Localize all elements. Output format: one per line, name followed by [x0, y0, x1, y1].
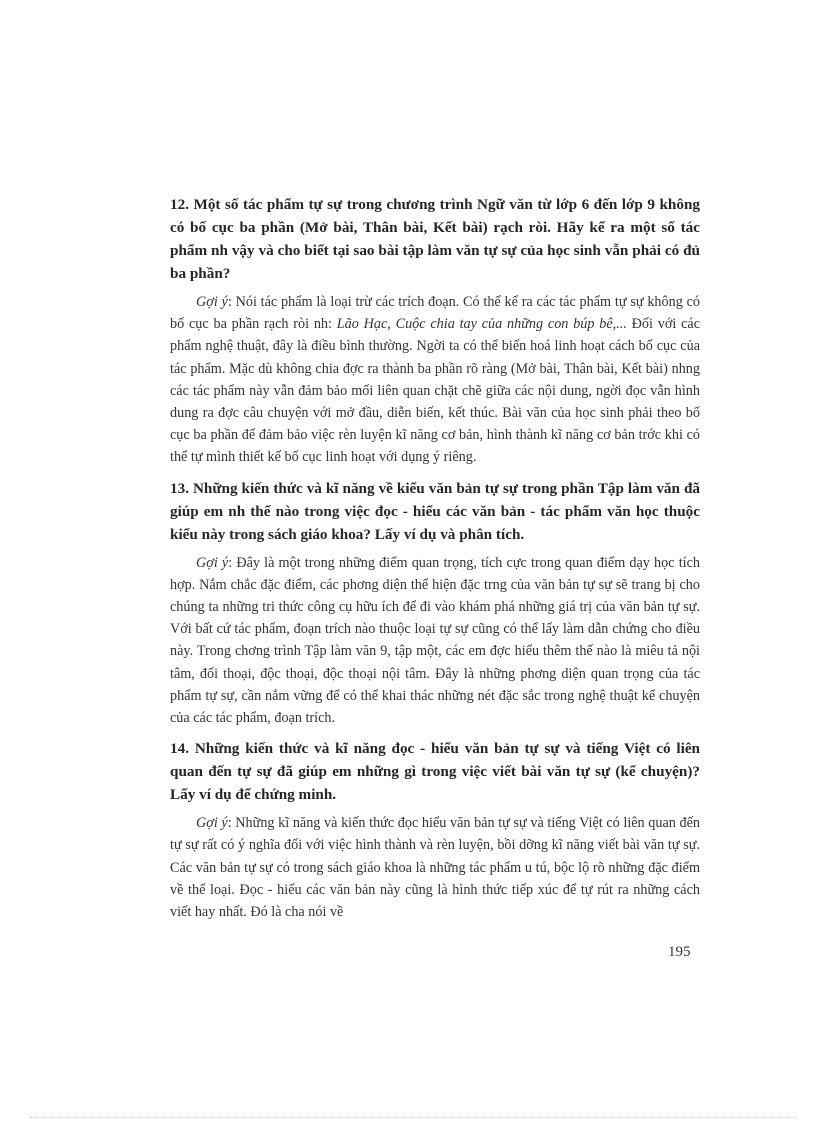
answer-text: : Những kĩ năng và kiến thức đọc hiểu văn bản tự sự và tiếng Việt có liên quan đến tự sự rất có ý nghĩa đối với việc hình thành và rèn luyện, bồi dỡng kĩ năng viết bài văn tự sự. Các văn bản tự sự có trong sách giáo khoa là những tác phẩm u tú, bộc lộ rõ những đặc điểm về thể loại. Đọc - hiểu các văn bản này cũng là hình thức tiếp xúc để tự rút ra những cách viết hay nhất. Đó là cha nói về	[170, 815, 700, 921]
question-text: Những kiến thức và kĩ năng về kiểu văn bản tự sự trong phần Tập làm văn đã giúp em nh thế nào trong việc đọc - hiểu các văn bản - tác phẩm văn học thuộc kiểu này trong sách giáo khoa? Lấy ví dụ và phân tích.	[170, 479, 700, 543]
answer-italic-titles: Lão Hạc, Cuộc chia tay của những con búp bê,...	[336, 316, 627, 333]
question-number: 12.	[170, 196, 189, 213]
question-14	[170, 737, 700, 806]
question-number: 13.	[170, 479, 189, 497]
question-text: Những kiến thức và kĩ năng đọc - hiểu văn bản tự sự và tiếng Việt có liên quan đến tự sự đã giúp em những gì trong việc viết bài văn tự sự (kể chuyện)? Lấy ví dụ để chứng minh.	[170, 740, 701, 804]
answer-text: : Đây là một trong những điểm quan trọng, tích cực trong quan điểm dạy học tích hợp. Nắm chắc đặc điểm, các phơng diện thể hiện đặc trng của văn bản tự sự sẽ trang bị cho chúng ta những tri thức công cụ hữu ích để đi vào khám phá những giá trị của văn bản tự sự. Với bất cứ tác phẩm, đoạn trích nào thuộc loại tự sự cũng có thể lấy làm dẫn chứng cho điều này. Trong chơng trình Tập làm văn 9, tập một, các em đợc hiểu thêm thế nào là miêu tả nội tâm, đối thoại, độc thoại, độc thoại nội tâm. Đây là những phơng diện quan trọng của tác phẩm tự sự, cần nắm vững để có thể khai thác những nét đặc sắc trong nghệ thuật kể chuyện của các tác phẩm, đoạn trích.	[170, 554, 700, 727]
bottom-divider	[30, 1117, 796, 1118]
answer-14	[170, 812, 700, 923]
question-13	[170, 477, 700, 546]
answer-text-continued: Đối với các phẩm nghệ thuật, đây là điều bình thường. Ngời ta có thể biến hoá linh hoạt cách bố cục của tác phẩm. Mặc dù không chia đợc ra thành ba phần rõ ràng (Mở bài, Thân bài, Kết bài) nhng các tác phẩm này vẫn đảm bảo mối liên quan chặt chẽ giữa các nội dung, ngời đọc vẫn hình dung ra đợc câu chuyện với mở đầu, diễn biến, kết thúc. Bài văn của học sinh phải theo bố cục ba phần để đảm bảo việc rèn luyện kĩ năng cơ bản, hình thành kĩ năng cơ bản trớc khi có thể tự mình thiết kế bố cục linh hoạt với dụng ý riêng.	[170, 316, 700, 466]
page-content	[170, 193, 700, 931]
question-text: Một số tác phẩm tự sự trong chương trình Ngữ văn từ lớp 6 đến lớp 9 không có bố cục ba phần (Mở bài, Thân bài, Kết bài) rạch ròi. Hãy kể ra một số tác phẩm nh vậy và cho biết tại sao bài tập làm văn tự sự của học sinh vẫn phải có đủ ba phần?	[170, 196, 700, 282]
answer-text: : Nói tác phẩm là loại trừ các trích đoạn. Có thể kể ra các tác phẩm tự sự không có bố cục ba phần rạch ròi nh:	[170, 294, 700, 333]
question-number: 14.	[170, 740, 189, 758]
hint-label: Gợi ý	[196, 815, 228, 832]
question-12	[170, 193, 700, 285]
answer-13	[170, 552, 700, 730]
hint-label: Gợi ý	[196, 554, 229, 571]
answer-12	[170, 291, 700, 469]
hint-label: Gợi ý	[196, 294, 228, 310]
page-number: 195	[668, 944, 691, 960]
